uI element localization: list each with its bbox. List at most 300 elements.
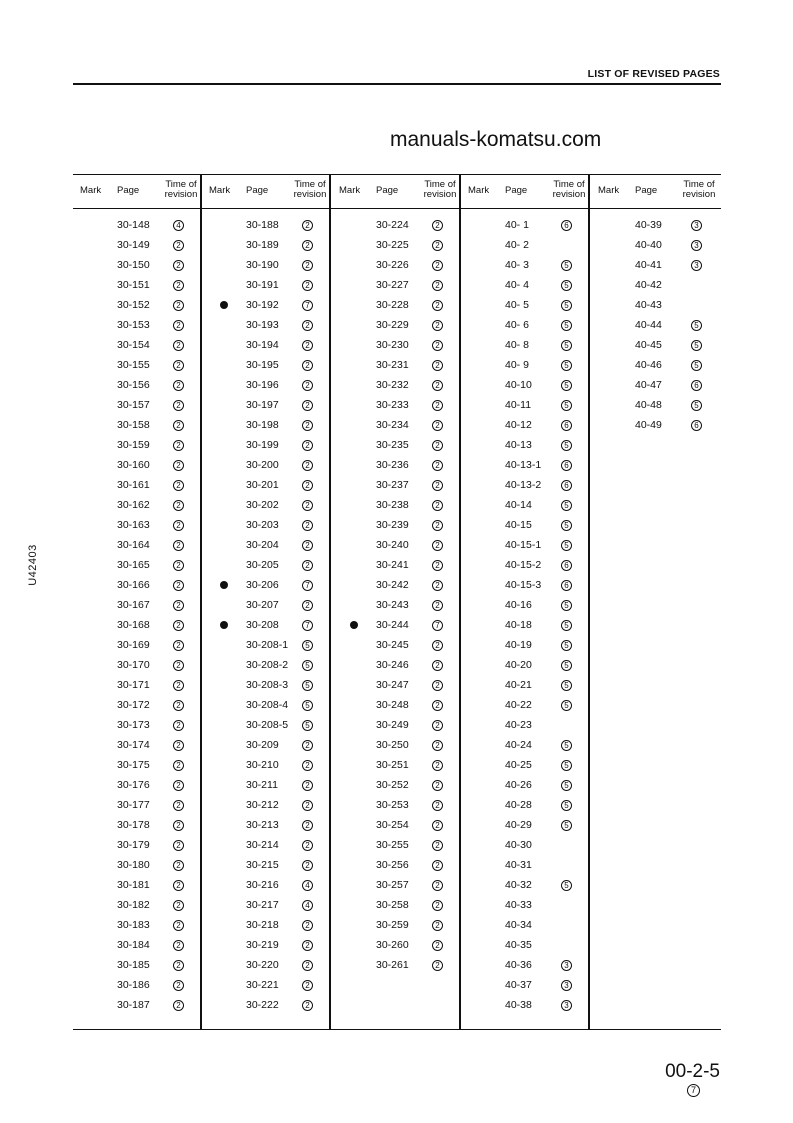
mark-cell <box>609 241 617 249</box>
page-cell: 40-40 <box>635 239 662 251</box>
revision-cell: 3 <box>561 1000 572 1011</box>
page-cell: 30-174 <box>117 739 150 751</box>
table-row <box>461 236 590 256</box>
mark-cell <box>220 601 228 609</box>
page-cell: 30-252 <box>376 779 409 791</box>
revision-cell: 2 <box>432 660 443 671</box>
revision-cell <box>561 840 572 851</box>
page-cell: 30-205 <box>246 559 279 571</box>
revision-cell: 2 <box>302 240 313 251</box>
revision-cell: 5 <box>561 760 572 771</box>
page-cell: 30-250 <box>376 739 409 751</box>
page-cell: 30-246 <box>376 659 409 671</box>
revision-cell: 2 <box>173 300 184 311</box>
table-row <box>202 716 331 736</box>
mark-cell <box>350 341 358 349</box>
table-row <box>461 556 590 576</box>
table-row <box>332 916 461 936</box>
revision-cell: 2 <box>173 400 184 411</box>
page-cell: 40-31 <box>505 859 532 871</box>
mark-cell <box>220 261 228 269</box>
mark-cell <box>350 561 358 569</box>
page-cell: 30-236 <box>376 459 409 471</box>
page-cell: 30-155 <box>117 359 150 371</box>
mark-cell <box>220 521 228 529</box>
mark-cell <box>220 701 228 709</box>
page-cell: 30-235 <box>376 439 409 451</box>
page-cell: 40-13-2 <box>505 479 542 491</box>
revision-cell: 5 <box>561 300 572 311</box>
page-cell: 40-28 <box>505 799 532 811</box>
mark-cell <box>350 521 358 529</box>
revision-cell: 3 <box>691 260 702 271</box>
table-row <box>73 976 202 996</box>
table-row <box>461 956 590 976</box>
mark-cell <box>479 881 487 889</box>
revision-cell: 2 <box>432 540 443 551</box>
revision-cell: 2 <box>173 620 184 631</box>
page-cell: 30-251 <box>376 759 409 771</box>
table-row <box>73 796 202 816</box>
table-row <box>461 856 590 876</box>
page-cell: 30-244 <box>376 619 409 631</box>
revision-cell: 2 <box>432 560 443 571</box>
table-row <box>461 536 590 556</box>
table-row <box>461 396 590 416</box>
table-row <box>73 236 202 256</box>
mark-cell <box>91 221 99 229</box>
mark-cell <box>479 601 487 609</box>
mark-cell <box>91 881 99 889</box>
mark-cell <box>479 921 487 929</box>
page-cell: 30-160 <box>117 459 150 471</box>
page-cell: 30-230 <box>376 339 409 351</box>
revision-cell: 2 <box>302 260 313 271</box>
page-cell: 40-36 <box>505 959 532 971</box>
revision-cell: 2 <box>432 500 443 511</box>
revision-cell: 6 <box>561 560 572 571</box>
revision-cell: 2 <box>432 460 443 471</box>
table-row <box>202 576 331 596</box>
page-cell: 30-217 <box>246 899 279 911</box>
page-cell: 30-220 <box>246 959 279 971</box>
mark-cell <box>350 641 358 649</box>
revision-cell: 6 <box>561 420 572 431</box>
revision-cell: 5 <box>561 820 572 831</box>
revision-cell: 5 <box>561 320 572 331</box>
mark-cell <box>220 241 228 249</box>
mark-cell <box>220 401 228 409</box>
revision-cell: 2 <box>173 260 184 271</box>
table-row <box>73 536 202 556</box>
page-cell: 40-15-1 <box>505 539 542 551</box>
header-time-line2: revision <box>293 189 327 200</box>
revision-cell: 5 <box>561 260 572 271</box>
page-cell: 40-34 <box>505 919 532 931</box>
table-row <box>73 856 202 876</box>
mark-cell <box>220 661 228 669</box>
column-header <box>591 174 720 208</box>
revision-cell: 5 <box>302 680 313 691</box>
page-cell: 30-175 <box>117 759 150 771</box>
table-row <box>332 496 461 516</box>
page-cell: 30-258 <box>376 899 409 911</box>
revision-cell: 2 <box>173 680 184 691</box>
revision-cell: 2 <box>432 880 443 891</box>
mark-cell <box>479 241 487 249</box>
revision-cell: 2 <box>302 860 313 871</box>
mark-cell <box>350 321 358 329</box>
page-cell: 30-163 <box>117 519 150 531</box>
table-row <box>332 636 461 656</box>
page-cell: 40-46 <box>635 359 662 371</box>
mark-cell <box>91 541 99 549</box>
mark-cell <box>350 361 358 369</box>
revision-cell: 2 <box>432 360 443 371</box>
revision-cell: 5 <box>561 800 572 811</box>
revision-cell: 2 <box>173 980 184 991</box>
page-cell: 30-150 <box>117 259 150 271</box>
revision-cell: 6 <box>691 420 702 431</box>
page-cell: 30-168 <box>117 619 150 631</box>
page-cell: 30-192 <box>246 299 279 311</box>
mark-cell <box>220 481 228 489</box>
header-time-label <box>159 180 203 200</box>
table-row <box>332 416 461 436</box>
revision-cell: 5 <box>561 340 572 351</box>
revision-cell <box>691 300 702 311</box>
page-cell: 30-157 <box>117 399 150 411</box>
revision-cell: 2 <box>432 920 443 931</box>
table-row <box>73 276 202 296</box>
page-cell: 30-153 <box>117 319 150 331</box>
revision-cell: 2 <box>173 720 184 731</box>
mark-cell <box>609 361 617 369</box>
table-row <box>332 376 461 396</box>
mark-cell <box>350 781 358 789</box>
table-row <box>202 396 331 416</box>
revision-cell: 2 <box>432 800 443 811</box>
mark-cell <box>91 241 99 249</box>
revision-cell: 2 <box>432 300 443 311</box>
table-row <box>332 856 461 876</box>
mark-cell <box>479 801 487 809</box>
table-row <box>73 816 202 836</box>
revision-cell: 2 <box>302 740 313 751</box>
page-cell: 40-19 <box>505 639 532 651</box>
page-cell: 30-195 <box>246 359 279 371</box>
page-cell: 30-227 <box>376 279 409 291</box>
page-cell: 30-151 <box>117 279 150 291</box>
page-cell: 30-184 <box>117 939 150 951</box>
mark-cell <box>350 821 358 829</box>
table-row <box>202 656 331 676</box>
mark-cell <box>91 941 99 949</box>
table-row <box>332 956 461 976</box>
table-row <box>461 456 590 476</box>
column-header <box>73 174 202 208</box>
page-cell: 30-247 <box>376 679 409 691</box>
table-row <box>461 216 590 236</box>
table-row <box>591 416 720 436</box>
table-row <box>202 316 331 336</box>
table-row <box>73 576 202 596</box>
page-cell: 30-185 <box>117 959 150 971</box>
revision-cell: 5 <box>561 780 572 791</box>
table-row <box>332 216 461 236</box>
table-row <box>202 896 331 916</box>
revision-cell <box>561 860 572 871</box>
revision-cell <box>561 720 572 731</box>
table-row <box>332 656 461 676</box>
revision-cell: 2 <box>432 520 443 531</box>
table-row <box>73 616 202 636</box>
table-row <box>332 256 461 276</box>
page-cell: 30-248 <box>376 699 409 711</box>
table-row <box>332 756 461 776</box>
mark-cell <box>91 661 99 669</box>
revision-bullet-icon <box>220 621 228 629</box>
header-time-line2: revision <box>682 189 716 200</box>
table-row <box>73 896 202 916</box>
table-row <box>202 336 331 356</box>
header-time-line1: Time of <box>165 179 197 190</box>
page-cell: 40-32 <box>505 879 532 891</box>
page-cell: 30-188 <box>246 219 279 231</box>
mark-cell <box>479 461 487 469</box>
table-row <box>332 556 461 576</box>
revision-cell: 2 <box>432 720 443 731</box>
revision-cell: 2 <box>173 600 184 611</box>
mark-cell <box>91 401 99 409</box>
revision-cell: 7 <box>432 620 443 631</box>
mark-cell <box>350 481 358 489</box>
table-row <box>202 916 331 936</box>
page-cell: 30-178 <box>117 819 150 831</box>
table-row <box>461 376 590 396</box>
page-cell: 40-33 <box>505 899 532 911</box>
mark-cell <box>609 261 617 269</box>
table-row <box>332 396 461 416</box>
table-row <box>202 356 331 376</box>
revision-cell: 5 <box>302 660 313 671</box>
table-row <box>202 536 331 556</box>
revision-cell: 5 <box>561 440 572 451</box>
header-time-line1: Time of <box>294 179 326 190</box>
mark-cell <box>91 581 99 589</box>
table-row <box>202 796 331 816</box>
page-cell: 30-226 <box>376 259 409 271</box>
mark-cell <box>350 541 358 549</box>
mark-cell <box>479 561 487 569</box>
revision-cell: 4 <box>173 220 184 231</box>
mark-cell <box>479 661 487 669</box>
header-page-label: Page <box>117 185 140 196</box>
revision-bullet-icon <box>350 621 358 629</box>
mark-cell <box>350 581 358 589</box>
page-cell: 30-190 <box>246 259 279 271</box>
revision-cell: 2 <box>432 820 443 831</box>
mark-cell <box>350 461 358 469</box>
table-row <box>461 496 590 516</box>
revision-cell: 2 <box>432 340 443 351</box>
revision-cell: 5 <box>561 520 572 531</box>
page-cell: 30-181 <box>117 879 150 891</box>
page-cell: 30-187 <box>117 999 150 1011</box>
revision-cell: 2 <box>173 640 184 651</box>
table-row <box>332 876 461 896</box>
table-row <box>461 316 590 336</box>
page-header-title: LIST OF REVISED PAGES <box>587 68 720 80</box>
table-row <box>202 236 331 256</box>
mark-cell <box>220 461 228 469</box>
mark-cell <box>220 721 228 729</box>
page-cell: 40-48 <box>635 399 662 411</box>
page-cell: 30-231 <box>376 359 409 371</box>
revision-cell: 2 <box>432 640 443 651</box>
page-cell: 30-197 <box>246 399 279 411</box>
table-row <box>461 896 590 916</box>
mark-cell <box>479 341 487 349</box>
revision-cell: 3 <box>691 240 702 251</box>
table-row <box>202 756 331 776</box>
page-cell: 30-261 <box>376 959 409 971</box>
page-cell: 30-182 <box>117 899 150 911</box>
table-row <box>461 336 590 356</box>
revision-cell: 2 <box>173 420 184 431</box>
revision-cell: 2 <box>432 700 443 711</box>
table-row <box>332 616 461 636</box>
page-cell: 30-204 <box>246 539 279 551</box>
table-column <box>461 174 590 1030</box>
table-row <box>202 876 331 896</box>
table-row <box>73 296 202 316</box>
table-row <box>202 296 331 316</box>
mark-cell <box>220 281 228 289</box>
mark-cell <box>350 501 358 509</box>
page-cell: 30-159 <box>117 439 150 451</box>
revision-cell: 2 <box>302 760 313 771</box>
page-cell: 30-224 <box>376 219 409 231</box>
page-cell: 30-233 <box>376 399 409 411</box>
table-row <box>73 436 202 456</box>
table-row <box>73 516 202 536</box>
page-cell: 30-214 <box>246 839 279 851</box>
revision-cell: 2 <box>173 560 184 571</box>
page-cell: 30-158 <box>117 419 150 431</box>
mark-cell <box>479 441 487 449</box>
page-cell: 40-45 <box>635 339 662 351</box>
mark-cell <box>220 341 228 349</box>
mark-cell <box>479 861 487 869</box>
revision-cell: 6 <box>561 580 572 591</box>
revision-cell: 2 <box>302 460 313 471</box>
page-cell: 40-41 <box>635 259 662 271</box>
side-document-code: U42403 <box>27 544 39 586</box>
page-cell: 30-234 <box>376 419 409 431</box>
page-cell: 40- 2 <box>505 239 529 251</box>
mark-cell <box>91 801 99 809</box>
mark-cell <box>220 981 228 989</box>
page-cell: 30-183 <box>117 919 150 931</box>
page-cell: 30-156 <box>117 379 150 391</box>
page-cell: 30-222 <box>246 999 279 1011</box>
mark-cell <box>479 981 487 989</box>
table-row <box>332 596 461 616</box>
mark-cell <box>350 901 358 909</box>
revision-cell: 3 <box>561 980 572 991</box>
table-row <box>73 836 202 856</box>
revision-cell: 2 <box>302 920 313 931</box>
table-row <box>461 776 590 796</box>
table-row <box>73 396 202 416</box>
revision-cell: 2 <box>173 900 184 911</box>
page-cell: 30-207 <box>246 599 279 611</box>
mark-cell <box>91 601 99 609</box>
page-cell: 30-256 <box>376 859 409 871</box>
mark-cell <box>350 381 358 389</box>
page-cell: 30-171 <box>117 679 150 691</box>
table-row <box>73 876 202 896</box>
revision-cell: 7 <box>302 300 313 311</box>
revision-cell: 6 <box>561 480 572 491</box>
revision-cell: 2 <box>302 220 313 231</box>
mark-cell <box>350 401 358 409</box>
table-row <box>202 976 331 996</box>
header-time-line1: Time of <box>553 179 585 190</box>
page-cell: 30-254 <box>376 819 409 831</box>
mark-cell <box>220 221 228 229</box>
mark-cell <box>220 441 228 449</box>
page-cell: 40- 4 <box>505 279 529 291</box>
page-cell: 30-179 <box>117 839 150 851</box>
revision-cell: 5 <box>561 640 572 651</box>
mark-cell <box>91 761 99 769</box>
revision-cell: 2 <box>432 780 443 791</box>
mark-cell <box>91 741 99 749</box>
column-header <box>332 174 461 208</box>
page-cell: 30-237 <box>376 479 409 491</box>
page-cell: 30-167 <box>117 599 150 611</box>
page-cell: 30-177 <box>117 799 150 811</box>
revision-cell: 2 <box>173 340 184 351</box>
table-row <box>332 836 461 856</box>
table-row <box>332 456 461 476</box>
revision-cell: 2 <box>432 900 443 911</box>
table-row <box>332 816 461 836</box>
table-row <box>332 336 461 356</box>
table-row <box>202 436 331 456</box>
page-cell: 30-199 <box>246 439 279 451</box>
mark-cell <box>479 521 487 529</box>
table-row <box>73 756 202 776</box>
revision-cell: 2 <box>432 840 443 851</box>
revision-cell: 2 <box>173 800 184 811</box>
page-cell: 40-43 <box>635 299 662 311</box>
header-page-label: Page <box>635 185 658 196</box>
revision-cell: 5 <box>561 880 572 891</box>
table-row <box>461 596 590 616</box>
mark-cell <box>220 921 228 929</box>
mark-cell <box>479 261 487 269</box>
table-row <box>461 656 590 676</box>
table-row <box>461 696 590 716</box>
mark-cell <box>350 961 358 969</box>
mark-cell <box>91 921 99 929</box>
revision-cell: 2 <box>302 380 313 391</box>
table-row <box>202 376 331 396</box>
page-cell: 30-232 <box>376 379 409 391</box>
